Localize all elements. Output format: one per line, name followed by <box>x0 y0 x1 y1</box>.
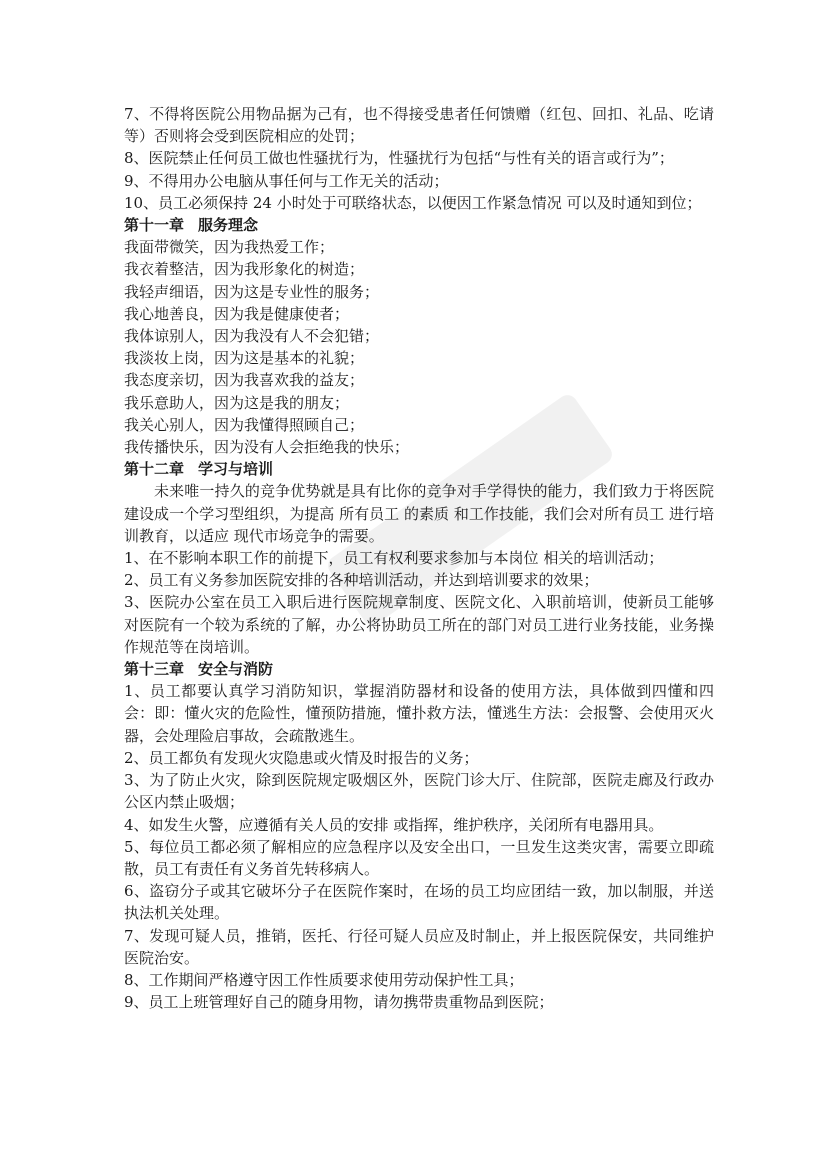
list-item: 1、在不影响本职工作的前提下，员工有权利要求参加与本岗位 相关的培训活动； <box>124 549 664 568</box>
list-item: 1、员工都要认真学习消防知识，掌握消防器材和设备的使用方法，具体做到四懂和四会：即：懂火灾的危险性，懂预防措施，懂扑救方法，懂逃生方法：会报警、会使用灭火器，会处理险启事故，会疏散逃生。 <box>124 682 714 745</box>
list-item: 3、医院办公室在员工入职后进行医院规章制度、医院文化、入职前培训，使新员工能够对医院有一个较为系统的了解，办公将协助员工所在的部门对员工进行业务技能，业务操作规范等在岗培训。 <box>124 593 714 656</box>
list-item: 6、盗窃分子或其它破坏分子在医院作案时，在场的员工均应团结一致，加以制服，并送执法机关处理。 <box>124 882 714 923</box>
chapter-12-body <box>124 480 714 658</box>
chapter-title: 安全与消防 <box>198 660 274 679</box>
list-item: 2、员工有义务参加医院安排的各种培训活动，并达到培训要求的效果； <box>124 571 599 590</box>
chapter-title: 学习与培训 <box>198 460 274 479</box>
list-item: 10、员工必须保持 24 小时处于可联络状态，以便因工作紧急情况 可以及时通知到位； <box>124 193 702 212</box>
list-item: 我乐意助人，因为这是我的朋友； <box>124 393 350 412</box>
chapter-12-heading <box>124 458 714 480</box>
list-item: 我衣着整洁，因为我形象化的树造； <box>124 260 365 279</box>
chapter-10-continued <box>124 103 714 214</box>
list-item: 8、工作期间严格遵守因工作性质要求使用劳动保护性工具； <box>124 970 524 989</box>
list-item: 8、医院禁止任何员工做也性骚扰行为，性骚扰行为包括“与性有关的语言或行为”； <box>124 149 674 168</box>
list-item: 5、每位员工都必须了解相应的应急程序以及安全出口，一旦发生这类灾害，需要立即疏散，员工有责任有义务首先转移病人。 <box>124 837 714 878</box>
chapter-number: 第十三章 <box>124 660 185 679</box>
list-item: 7、不得将医院公用物品据为己有，也不得接受患者任何馈赠（红包、回扣、礼品、吃请等）否则将会受到医院相应的处罚； <box>124 105 714 146</box>
chapter-13-heading <box>124 658 714 680</box>
list-item: 我体谅别人，因为我没有人不会犯错； <box>124 327 380 346</box>
list-item: 我态度亲切，因为我喜欢我的益友； <box>124 371 365 390</box>
chapter-number: 第十一章 <box>124 216 185 235</box>
list-item: 我心地善良，因为我是健康使者； <box>124 304 350 323</box>
list-item: 3、为了防止火灾，除到医院规定吸烟区外，医院门诊大厅、住院部，医院走廊及行政办公区内禁止吸烟； <box>124 771 714 812</box>
chapter-11-body <box>124 236 714 458</box>
list-item: 9、不得用办公电脑从事任何与工作无关的活动； <box>124 171 449 190</box>
chapter-13-body <box>124 680 714 1013</box>
document-page <box>124 103 714 1013</box>
intro-paragraph: 未来唯一持久的竞争优势就是具有比你的竞争对手学得快的能力，我们致力于将医院建设成一个学习型组织，为提高 所有员工 的素质 和工作技能，我们会对所有员工 进行培训教育，以适应 现代市场竞争的需要。 <box>124 482 714 545</box>
list-item: 我传播快乐，因为没有人会拒绝我的快乐； <box>124 438 410 457</box>
chapter-11-heading <box>124 214 714 236</box>
list-item: 7、发现可疑人员，推销，医托、行径可疑人员应及时制止，并上报医院保安，共同维护医院治安。 <box>124 926 714 967</box>
chapter-number: 第十二章 <box>124 460 185 479</box>
list-item: 4、如发生火警，应遵循有关人员的安排 或指挥，维护秩序，关闭所有电器用具。 <box>124 815 664 834</box>
list-item: 2、员工都负有发现火灾隐患或火情及时报告的义务； <box>124 748 479 767</box>
list-item: 我面带微笑，因为我热爱工作； <box>124 238 335 257</box>
chapter-title: 服务理念 <box>198 216 259 235</box>
list-item: 9、员工上班管理好自己的随身用物，请勿携带贵重物品到医院； <box>124 993 554 1012</box>
list-item: 我淡妆上岗，因为这是基本的礼貌； <box>124 349 365 368</box>
list-item: 我轻声细语，因为这是专业性的服务； <box>124 282 380 301</box>
list-item: 我关心别人，因为我懂得照顾自己； <box>124 415 365 434</box>
